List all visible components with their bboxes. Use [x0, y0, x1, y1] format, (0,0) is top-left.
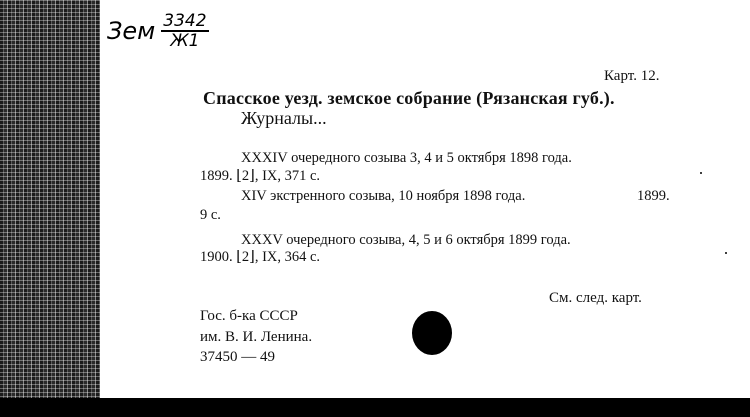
- entry-2-line-2: 9 с.: [200, 207, 221, 223]
- shelfmark-fraction: [161, 12, 208, 50]
- scan-speck: [700, 172, 702, 174]
- scan-bottom-bar: [0, 398, 750, 417]
- see-next-card: См. след. карт.: [549, 290, 642, 306]
- entry-2-line-1: XIV экстренного созыва, 10 ноября 1898 года.: [241, 188, 526, 204]
- library-line-3: 37450 — 49: [200, 349, 275, 365]
- scan-speck: [725, 252, 727, 254]
- entry-3-line-2: 1900. ⌊2⌋, IX, 364 с.: [200, 249, 321, 265]
- shelfmark-denominator: Ж1: [170, 31, 200, 51]
- punch-hole: [412, 311, 452, 355]
- shelfmark-numerator: 3342: [163, 11, 207, 31]
- entry-3-line-1: XXXV очередного созыва, 4, 5 и 6 октября 1899 года.: [241, 232, 571, 248]
- library-line-2: им. В. И. Ленина.: [200, 329, 313, 345]
- handwritten-shelfmark: [107, 12, 209, 50]
- heading-title: Спасское уезд. земское собрание (Рязанская губ.).: [203, 88, 615, 108]
- heading-subtitle: Журналы...: [241, 108, 327, 128]
- shelfmark-prefix: Зем: [107, 17, 156, 45]
- entry-2-year: 1899.: [637, 188, 670, 204]
- library-line-1: Гос. б-ка СССР: [200, 308, 298, 324]
- entry-1-line-2: 1899. ⌊2⌋, IX, 371 с.: [200, 168, 321, 184]
- scan-edge-stripe: [0, 0, 100, 417]
- card-number: Карт. 12.: [604, 68, 660, 84]
- entry-1-line-1: XXXIV очередного созыва 3, 4 и 5 октября 1898 года.: [241, 150, 572, 166]
